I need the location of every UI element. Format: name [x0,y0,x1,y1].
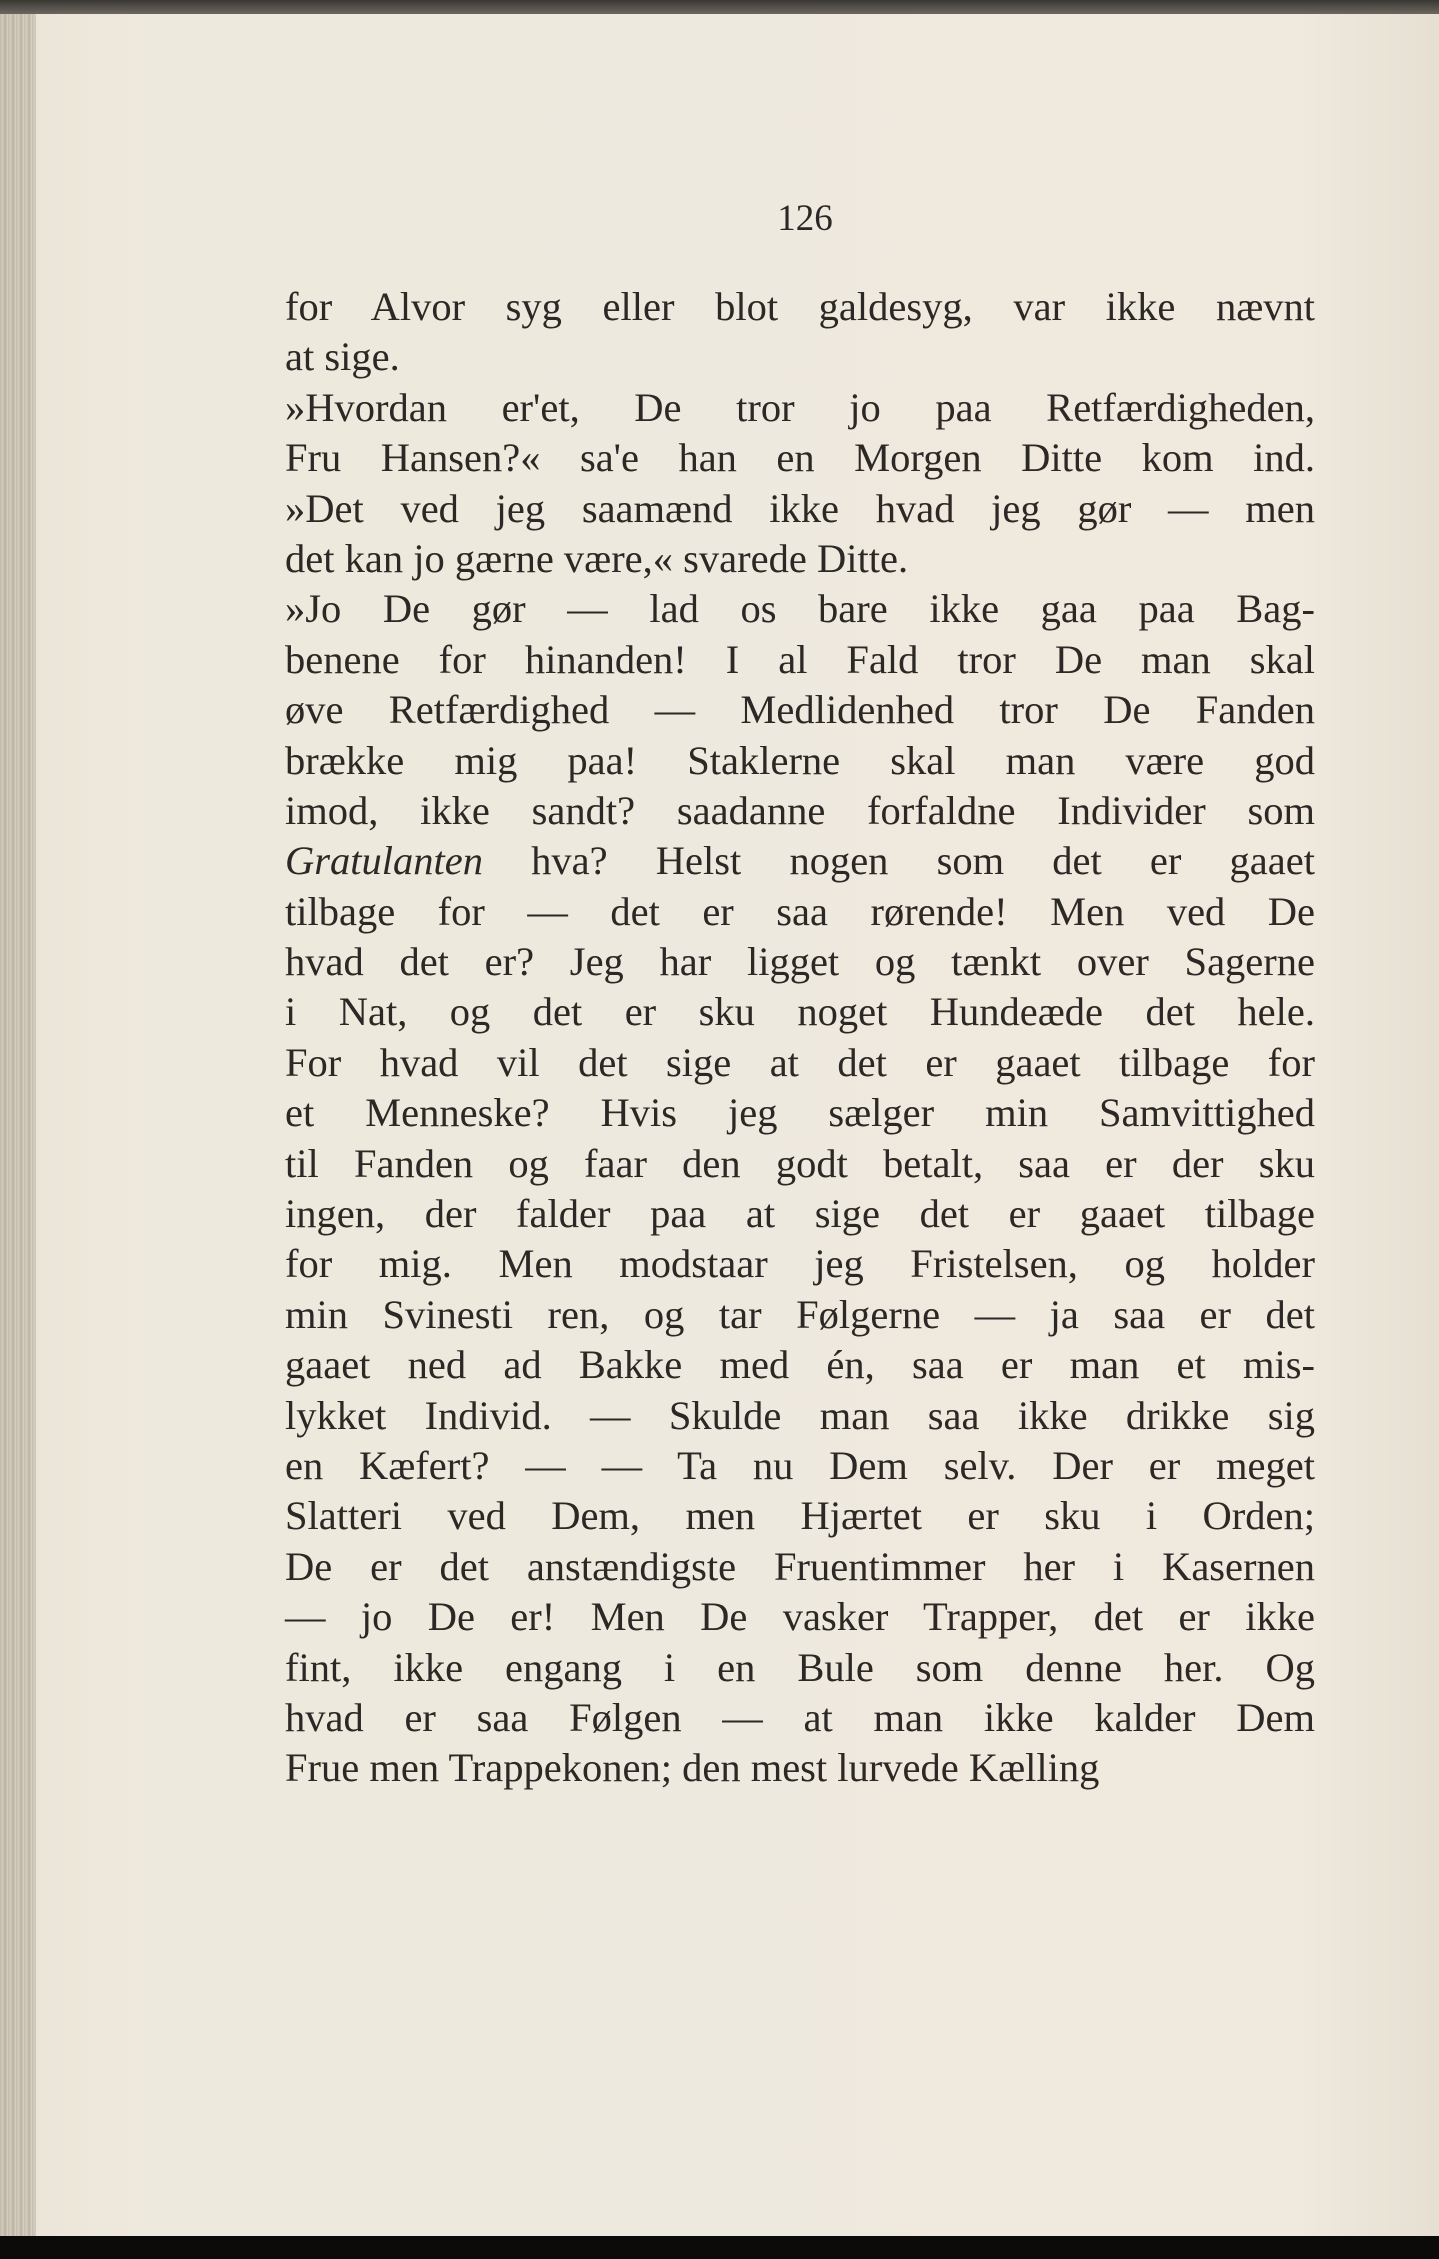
text-segment: min Svinesti ren, og tar Følgerne — ja saa er det [285,1291,1315,1337]
italic-title: Gratulanten [285,838,483,884]
text-line [285,1743,1315,1793]
text-segment: gaaet ned ad Bakke med én, saa er man et mis- [285,1342,1315,1388]
text-line [285,887,1315,937]
text-segment: tilbage for — det er saa rørende! Men ved De [285,888,1315,934]
text-line [285,1189,1315,1239]
text-segment: lykket Individ. — Skulde man saa ikke drikke sig [285,1392,1315,1438]
text-line [285,1340,1315,1390]
text-line [285,1441,1315,1491]
text-segment: hvad det er? Jeg har ligget og tænkt over Sagerne [285,939,1315,985]
text-line [285,282,1315,332]
text-segment: for mig. Men modstaar jeg Fristelsen, og holder [285,1241,1315,1287]
text-line [285,1391,1315,1441]
text-line [285,484,1315,534]
body-text [285,282,1315,1794]
page-number: 126 [777,198,833,239]
text-segment: — jo De er! Men De vasker Trapper, det er ikke [285,1594,1315,1640]
text-segment: brække mig paa! Staklerne skal man være god [285,737,1315,783]
text-segment: et Menneske? Hvis jeg sælger min Samvittighed [285,1090,1315,1136]
text-line [285,1693,1315,1743]
text-line [285,786,1315,836]
text-segment: det kan jo gærne være,« svarede Ditte. [285,535,909,581]
text-segment: hvad er saa Følgen — at man ikke kalder Dem [285,1694,1315,1740]
text-segment: for Alvor syg eller blot galdesyg, var ikke nævnt [285,284,1315,329]
text-segment: »Det ved jeg saamænd ikke hvad jeg gør — men [285,485,1315,531]
book-page [0,14,1439,2236]
text-line [285,534,1315,584]
text-segment: til Fanden og faar den godt betalt, saa er der sku [285,1140,1315,1186]
text-segment: en Kæfert? — — Ta nu Dem selv. Der er meget [285,1442,1315,1488]
text-line [285,635,1315,685]
text-segment: For hvad vil det sige at det er gaaet tilbage for [285,1039,1315,1085]
text-line [285,584,1315,634]
text-line [285,836,1315,886]
text-segment: ingen, der falder paa at sige det er gaaet tilbage [285,1191,1315,1237]
text-segment: benene for hinanden! I al Fald tror De man skal [285,636,1315,682]
text-segment: fint, ikke engang i en Bule som denne her. Og [285,1644,1315,1690]
text-segment: »Jo De gør — lad os bare ikke gaa paa Bag- [285,586,1315,632]
text-line [285,383,1315,433]
text-line [285,332,1315,382]
text-line [285,1139,1315,1189]
text-line [285,937,1315,987]
text-line [285,1643,1315,1693]
text-segment: at sige. [285,334,400,380]
text-segment: Slatteri ved Dem, men Hjærtet er sku i Orden; [285,1493,1315,1539]
page-bottom-edge [0,2236,1439,2259]
text-segment: Fru Hansen?« sa'e han en Morgen Ditte kom ind. [285,435,1315,481]
text-line [285,1542,1315,1592]
text-line [285,1038,1315,1088]
text-line [285,685,1315,735]
text-line [285,1290,1315,1340]
text-line [285,1491,1315,1541]
text-line [285,736,1315,786]
text-segment: De er det anstændigste Fruentimmer her i Kasernen [285,1543,1315,1589]
text-line [285,433,1315,483]
text-segment: Frue men Trappekonen; den mest lurvede Kælling [285,1745,1100,1791]
text-segment: »Hvordan er'et, De tror jo paa Retfærdigheden, [285,384,1315,430]
text-segment: hva? Helst nogen som det er gaaet [483,838,1315,884]
book-spine-edge [0,14,36,2236]
text-line [285,1239,1315,1289]
text-line [285,1088,1315,1138]
page-top-edge [0,0,1439,14]
text-segment: i Nat, og det er sku noget Hundeæde det hele. [285,989,1315,1035]
text-line [285,987,1315,1037]
text-line [285,1592,1315,1642]
text-segment: imod, ikke sandt? saadanne forfaldne Individer som [285,787,1315,833]
text-segment: øve Retfærdighed — Medlidenhed tror De Fanden [285,687,1315,733]
